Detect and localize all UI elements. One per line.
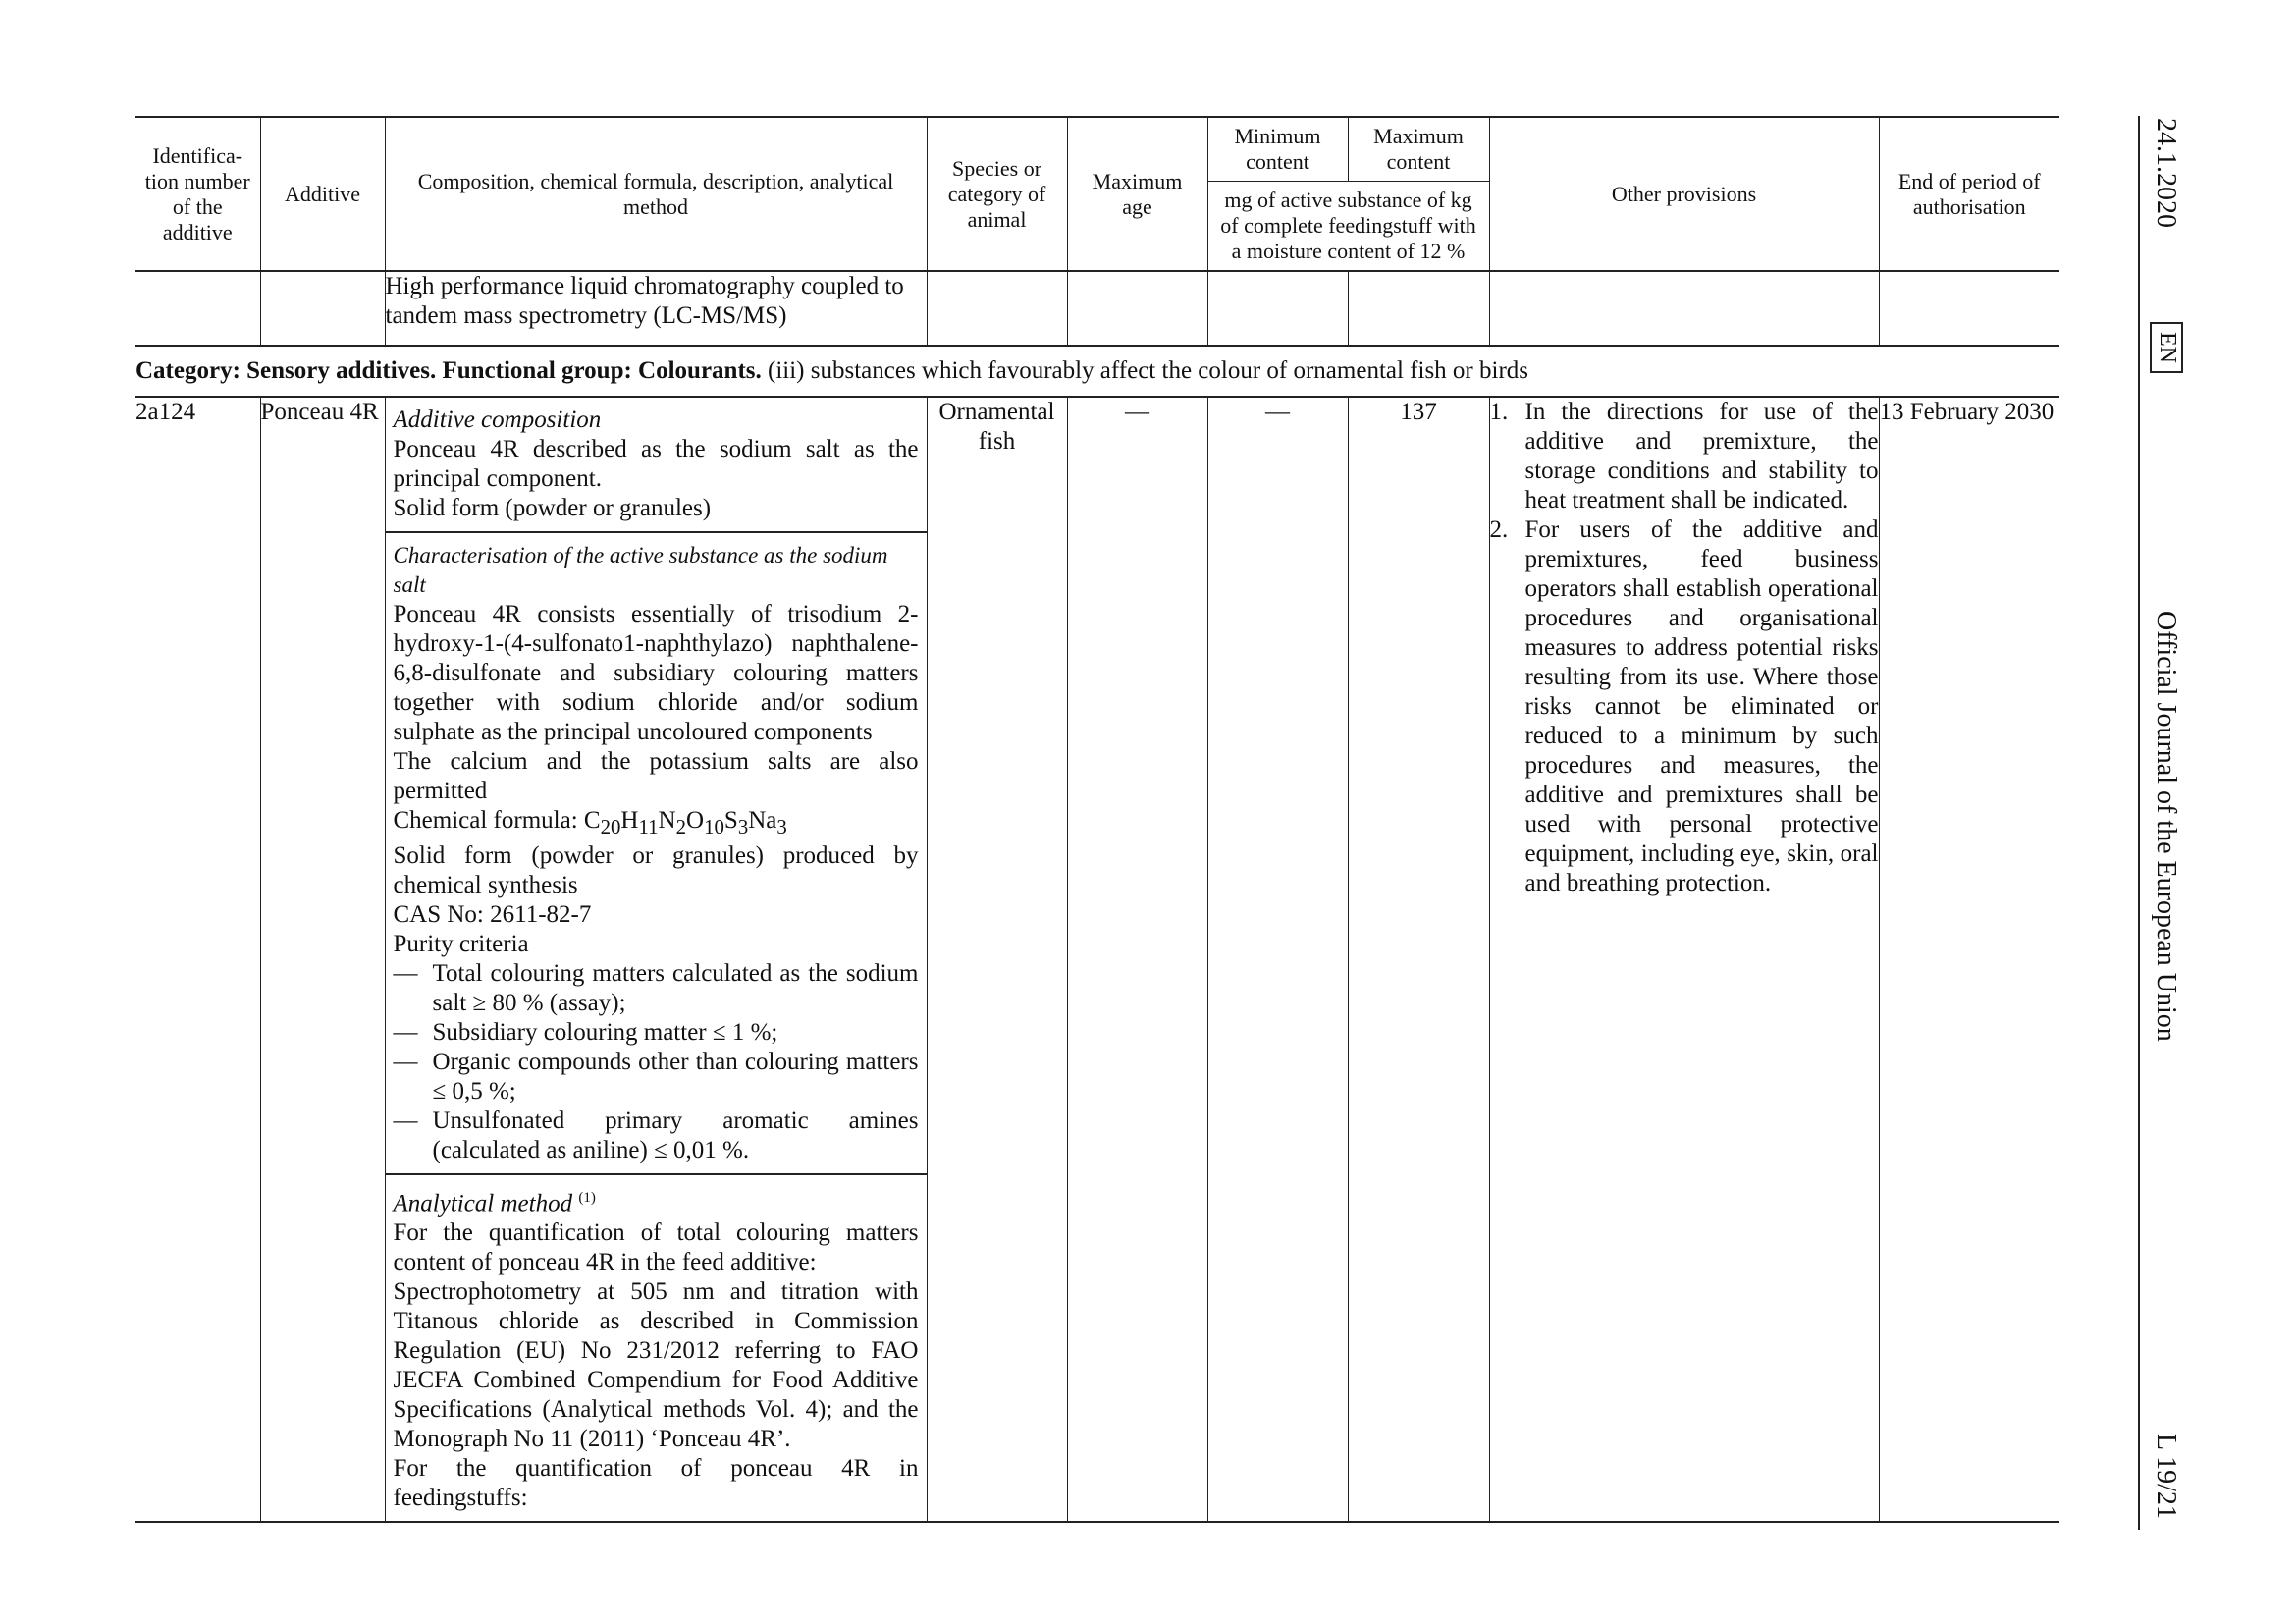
- header-content-unit: mg of active substance of kg of complete feedingstuff with a moisture content of 12 %: [1207, 182, 1489, 272]
- entry-row: [135, 397, 2059, 1522]
- header-id-number: Identifica-tion number of the additive: [135, 117, 260, 271]
- category-text: [135, 346, 2059, 397]
- additive-composition-heading: Additive composition: [393, 406, 602, 433]
- analytical-p2: Spectrophotometry at 505 nm and titration with Titanous chloride as described in Commission Regulation (EU) No 231/2012 referring to FAO JECFA Combined Compendium for Food Additive Specifications (Analytical methods Vol. 4); and the Monograph No 11 (2011) ‘Ponceau 4R’.: [393, 1278, 919, 1453]
- characterisation-heading: Characterisation of the active substance as the sodium salt: [393, 543, 888, 597]
- header-other-provisions: Other provisions: [1489, 117, 1879, 271]
- margin-language-box: EN: [2150, 322, 2183, 373]
- cas-number: CAS No: 2611-82-7: [393, 901, 592, 928]
- analytical-method-block: [386, 1173, 927, 1521]
- purity-item: — Total colouring matters calculated as the sodium salt ≥ 80 % (assay);: [393, 960, 919, 1016]
- characterisation-p1: Ponceau 4R consists essentially of trisodium 2-hydroxy-1-(4-sulfonato1-naphthylazo) naphthalene-6,8-disulfonate and subsidiary colouring matters together with sodium chloride and/or sodium sulphate as the principal uncoloured components: [393, 601, 919, 745]
- additive-composition-text: Ponceau 4R described as the sodium salt as the principal component.: [393, 436, 919, 492]
- analytical-method-heading: Analytical method $^{(1)}$: [393, 1190, 596, 1218]
- analytical-p1: For the quantification of total colouring matters content of ponceau 4R in the feed additive:: [393, 1219, 919, 1276]
- margin-date: 24.1.2020: [2151, 118, 2181, 228]
- category-bold: Category: Sensory additives. Functional group: Colourants.: [135, 357, 762, 384]
- analytical-p3: For the quantification of ponceau 4R in feedingstuffs:: [393, 1455, 919, 1512]
- entry-max-age: —: [1067, 397, 1207, 1522]
- purity-heading: Purity criteria: [393, 931, 529, 957]
- purity-item: — Subsidiary colouring matter ≤ 1 %;: [393, 1019, 778, 1046]
- authorisation-table: [135, 116, 2059, 1523]
- margin-rule: [2138, 116, 2140, 1530]
- header-maximum-age: Maximum age: [1067, 117, 1207, 271]
- header-additive: Additive: [260, 117, 385, 271]
- chemical-formula: Chemical formula: $C_{20}H_{11}N_2O_{10}S_3Na_3$: [393, 807, 787, 839]
- characterisation-p2: The calcium and the potassium salts are also permitted: [393, 748, 919, 804]
- additive-composition-block: [386, 398, 927, 531]
- provision-item: 1. In the directions for use of the additive and premixture, the storage conditions and stability to heat treatment shall be indicated.: [1489, 399, 1879, 514]
- entry-composition-cell: [385, 397, 927, 1522]
- header-row: [135, 117, 2059, 182]
- entry-additive: Ponceau 4R: [260, 397, 385, 1522]
- header-minimum-content: Minimum content: [1207, 117, 1348, 182]
- entry-species: Ornamental fish: [927, 397, 1067, 1522]
- provision-item: 2. For users of the additive and premixtures, feed business operators shall establish operational procedures and organisational measures to address potential risks resulting from its use. Where those risks cannot be eliminated or reduced to a minimum by such procedures and measures, the additive and premixtures shall be used with personal protective equipment, including eye, skin, oral and breathing protection.: [1489, 516, 1879, 896]
- entry-other-provisions: [1489, 397, 1879, 1522]
- margin-page-number: L 19/21: [2151, 1434, 2181, 1519]
- entry-min-content: —: [1207, 397, 1348, 1522]
- header-composition: Composition, chemical formula, description, analytical method: [385, 117, 927, 271]
- additive-composition-form: Solid form (powder or granules): [393, 495, 712, 521]
- category-row: [135, 346, 2059, 397]
- header-end-of-period: End of period of authorisation: [1879, 117, 2059, 271]
- purity-item: — Organic compounds other than colouring matters ≤ 0,5 %;: [393, 1049, 919, 1105]
- entry-max-content: 137: [1348, 397, 1489, 1522]
- characterisation-p3: Solid form (powder or granules) produced by chemical synthesis: [393, 842, 919, 898]
- entry-end-date: 13 February 2030: [1879, 397, 2059, 1522]
- margin-journal-title: Official Journal of the European Union: [2151, 611, 2181, 1042]
- header-species: Species or category of animal: [927, 117, 1067, 271]
- entry-id: 2a124: [135, 397, 260, 1522]
- characterisation-block: [386, 531, 927, 1173]
- header-maximum-content: Maximum content: [1348, 117, 1489, 182]
- purity-item: — Unsulfonated primary aromatic amines (calculated as aniline) ≤ 0,01 %.: [393, 1108, 919, 1164]
- category-rest: (iii) substances which favourably affect the colour of ornamental fish or birds: [761, 357, 1529, 384]
- continuation-text: High performance liquid chromatography coupled to tandem mass spectrometry (LC-MS/MS): [385, 271, 927, 346]
- continuation-row: [135, 271, 2059, 346]
- footnote-ref: (1): [578, 1190, 596, 1206]
